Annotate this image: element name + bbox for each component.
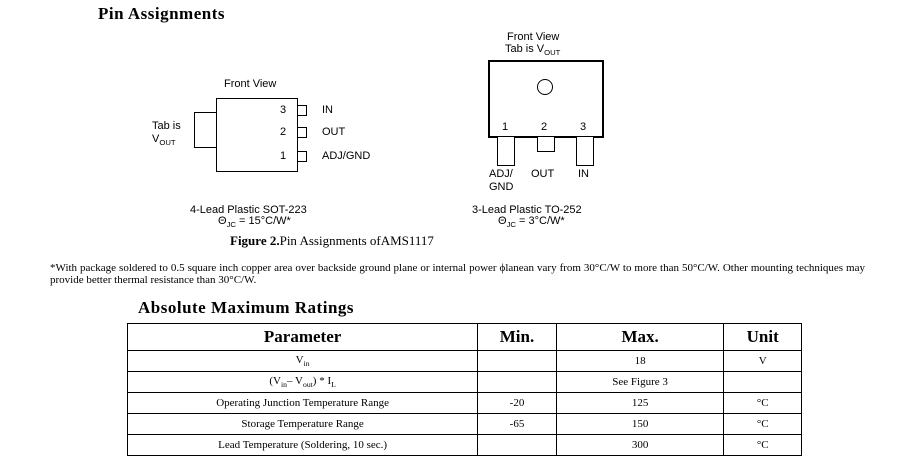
- cell-parameter: Storage Temperature Range: [128, 414, 478, 435]
- to252-theta-value: = 3°C/W*: [515, 215, 565, 227]
- cell-min: [478, 372, 557, 393]
- to252-pin1-number: 1: [502, 121, 509, 133]
- sot223-thermal: [218, 215, 291, 229]
- cell-unit: °C: [724, 393, 802, 414]
- cell-parameter: [128, 351, 478, 372]
- to252-theta-sub: JC: [506, 220, 516, 230]
- ratings-table: [127, 323, 802, 456]
- sot223-pin3-number: 3: [280, 104, 287, 116]
- cell-min: -65: [478, 414, 557, 435]
- cell-max: See Figure 3: [556, 372, 724, 393]
- to252-theta: Θ: [498, 215, 507, 227]
- to252-package-name: 3-Lead Plastic TO-252: [472, 204, 582, 216]
- param-sub: in: [280, 380, 287, 390]
- to252-tab-prefix: Tab is V: [505, 43, 545, 55]
- table-row: [128, 435, 802, 456]
- sot223-package-name: 4-Lead Plastic SOT-223: [190, 204, 307, 216]
- sot223-pin3-lead: [297, 105, 307, 116]
- figure-caption: [230, 233, 434, 249]
- sot223-theta: Θ: [218, 215, 227, 227]
- sot223-tab-line1: Tab is: [152, 120, 181, 132]
- sot223-theta-value: = 15°C/W*: [235, 215, 291, 227]
- sot223-front-view-label: Front View: [224, 78, 277, 90]
- sot223-tab-sub: OUT: [159, 138, 176, 148]
- to252-lead-2: [537, 136, 555, 152]
- header-parameter: Parameter: [128, 324, 478, 351]
- to252-lead2-label: OUT: [531, 168, 555, 180]
- table-row: [128, 414, 802, 435]
- param-end: ) * I: [312, 374, 332, 387]
- to252-mounting-hole: [537, 79, 553, 95]
- param-text: (V: [269, 374, 281, 387]
- sot223-pin1-label: ADJ/GND: [322, 150, 371, 162]
- figure-caption-text: Pin Assignments ofAMS1117: [279, 233, 434, 248]
- table-row: [128, 372, 802, 393]
- sot223-pin3-label: IN: [322, 104, 333, 116]
- cell-max: 300: [556, 435, 724, 456]
- cell-parameter: Operating Junction Temperature Range: [128, 393, 478, 414]
- to252-pin2-number: 2: [541, 121, 548, 133]
- to252-front-view-label: Front View: [507, 31, 560, 43]
- to252-lead-3: [576, 136, 594, 166]
- cell-max: 125: [556, 393, 724, 414]
- cell-unit: °C: [724, 435, 802, 456]
- sot223-tab-v: V: [152, 133, 160, 145]
- to252-tab-label: [505, 43, 560, 57]
- param-mid: – V: [286, 374, 303, 387]
- cell-unit: °C: [724, 414, 802, 435]
- cell-max: 18: [556, 351, 724, 372]
- sot223-theta-sub: JC: [226, 220, 236, 230]
- cell-parameter: [128, 372, 478, 393]
- header-unit: Unit: [724, 324, 802, 351]
- table-row: [128, 351, 802, 372]
- to252-tab-sub: OUT: [544, 48, 561, 58]
- to252-lead1-label-line2: GND: [489, 181, 514, 193]
- to252-thermal: [498, 215, 565, 229]
- sot223-tab: [194, 112, 218, 148]
- param-sub2: out: [302, 380, 313, 390]
- to252-pin3-number: 3: [580, 121, 587, 133]
- cell-max: 150: [556, 414, 724, 435]
- cell-min: [478, 351, 557, 372]
- sot223-pin2-label: OUT: [322, 126, 346, 138]
- header-max: Max.: [556, 324, 724, 351]
- table-header-row: [128, 324, 802, 351]
- to252-lead-1: [497, 136, 515, 166]
- cell-min: [478, 435, 557, 456]
- cell-unit: [724, 372, 802, 393]
- header-min: Min.: [478, 324, 557, 351]
- to252-lead1-label-line1: ADJ/: [489, 168, 513, 180]
- sot223-tab-line2: [152, 133, 181, 149]
- cell-parameter: Lead Temperature (Soldering, 10 sec.): [128, 435, 478, 456]
- param-sub3: L: [331, 380, 336, 390]
- param-text: V: [295, 353, 304, 366]
- sot223-pin1-lead: [297, 151, 307, 162]
- thermal-footnote: *With package soldered to 0.5 square inch copper area over backside ground plane or internal power ϕlanean vary from 30°C/W to more than 50°C/W. Other mounting techniques may provide better thermal resistance than 30°C/W.: [50, 262, 865, 286]
- param-sub: in: [303, 359, 310, 369]
- pin-assignments-title: Pin Assignments: [98, 4, 225, 23]
- to252-lead3-label: IN: [578, 168, 589, 180]
- ratings-title: Absolute Maximum Ratings: [138, 298, 355, 317]
- figure-label: Figure 2.: [230, 233, 280, 248]
- sot223-pin2-lead: [297, 127, 307, 138]
- sot223-tab-label: [152, 120, 181, 149]
- sot223-pin2-number: 2: [280, 126, 287, 138]
- table-row: [128, 393, 802, 414]
- cell-unit: V: [724, 351, 802, 372]
- sot223-pin1-number: 1: [280, 150, 287, 162]
- to252-lead1-label: [489, 168, 513, 194]
- cell-min: -20: [478, 393, 557, 414]
